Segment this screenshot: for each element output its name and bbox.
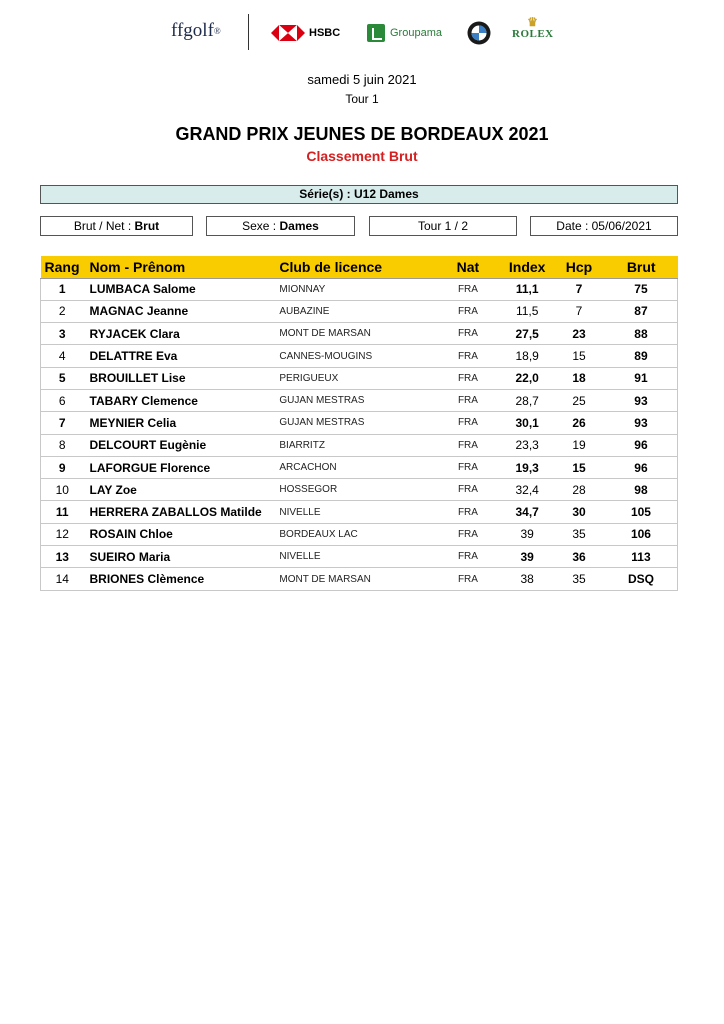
table-row <box>41 456 678 478</box>
cell-nom: SUEIRO Maria <box>84 546 276 568</box>
table-row <box>41 300 678 322</box>
cell-nat: FRA <box>435 479 502 501</box>
cell-club: NIVELLE <box>275 546 434 568</box>
cell-club: MONT DE MARSAN <box>275 323 434 345</box>
brutnet-value: Brut <box>134 219 160 233</box>
event-date: samedi 5 juin 2021 <box>307 72 417 87</box>
date-box: Date : 05/06/2021 <box>530 216 678 236</box>
cell-club: PERIGUEUX <box>275 367 434 389</box>
col-header-nom: Nom - Prênom <box>84 256 276 278</box>
cell-club: BORDEAUX LAC <box>275 523 434 545</box>
cell-nom: LAY Zoe <box>84 479 276 501</box>
cell-nom: MAGNAC Jeanne <box>84 300 276 322</box>
cell-nom: MEYNIER Celia <box>84 412 276 434</box>
cell-brut: 113 <box>605 546 678 568</box>
cell-nat: FRA <box>435 568 502 590</box>
cell-nom: DELATTRE Eva <box>84 345 276 367</box>
cell-club: GUJAN MESTRAS <box>275 412 434 434</box>
cell-hcp: 35 <box>553 568 605 590</box>
hsbc-logo-text: HSBC <box>309 27 341 39</box>
cell-hcp: 28 <box>553 479 605 501</box>
sexe-box <box>206 216 355 236</box>
registered-mark: ® <box>213 26 221 36</box>
brutnet-label: Brut / Net : <box>73 219 132 233</box>
table-row <box>41 434 678 456</box>
cell-index: 11,5 <box>501 300 553 322</box>
cell-index: 23,3 <box>501 434 553 456</box>
cell-brut: 91 <box>605 367 678 389</box>
tour-label: Tour 1 <box>345 92 379 106</box>
groupama-leaf-icon <box>367 24 385 42</box>
hsbc-hexagon-icon <box>271 25 305 41</box>
cell-nat: FRA <box>435 456 502 478</box>
table-row <box>41 479 678 501</box>
cell-nat: FRA <box>435 523 502 545</box>
cell-rang: 14 <box>41 568 84 590</box>
cell-rang: 11 <box>41 501 84 523</box>
logo-separator <box>248 14 249 50</box>
page-subtitle: Classement Brut <box>306 148 418 164</box>
groupama-logo-text: Groupama <box>390 27 442 39</box>
col-header-brut: Brut <box>605 256 678 278</box>
cell-hcp: 35 <box>553 523 605 545</box>
page-title: GRAND PRIX JEUNES DE BORDEAUX 2021 <box>175 124 549 144</box>
cell-hcp: 26 <box>553 412 605 434</box>
cell-nat: FRA <box>435 501 502 523</box>
cell-nom: HERRERA ZABALLOS Matilde <box>84 501 276 523</box>
brutnet-box <box>40 216 193 236</box>
cell-brut: 98 <box>605 479 678 501</box>
cell-club: MIONNAY <box>275 278 434 300</box>
table-row <box>41 323 678 345</box>
cell-club: GUJAN MESTRAS <box>275 389 434 411</box>
serie-banner: Série(s) : U12 Dames <box>40 185 678 204</box>
table-row <box>41 501 678 523</box>
cell-club: MONT DE MARSAN <box>275 568 434 590</box>
rolex-logo <box>512 16 554 40</box>
cell-nom: LAFORGUE Florence <box>84 456 276 478</box>
cell-hcp: 15 <box>553 345 605 367</box>
cell-brut: 96 <box>605 456 678 478</box>
table-row <box>41 367 678 389</box>
cell-index: 22,0 <box>501 367 553 389</box>
cell-club: HOSSEGOR <box>275 479 434 501</box>
table-row <box>41 546 678 568</box>
table-header-row <box>41 256 678 278</box>
cell-index: 39 <box>501 546 553 568</box>
cell-rang: 2 <box>41 300 84 322</box>
cell-hcp: 25 <box>553 389 605 411</box>
cell-hcp: 30 <box>553 501 605 523</box>
hsbc-logo <box>271 25 340 41</box>
cell-brut: 96 <box>605 434 678 456</box>
cell-brut: DSQ <box>605 568 678 590</box>
cell-brut: 88 <box>605 323 678 345</box>
ffgolf-logo <box>171 20 221 42</box>
rolex-logo-text: ROLEX <box>512 28 554 40</box>
cell-rang: 8 <box>41 434 84 456</box>
table-row <box>41 412 678 434</box>
cell-index: 18,9 <box>501 345 553 367</box>
cell-brut: 106 <box>605 523 678 545</box>
table-row <box>41 568 678 590</box>
results-table <box>40 256 678 591</box>
cell-club: AUBAZINE <box>275 300 434 322</box>
cell-brut: 75 <box>605 278 678 300</box>
cell-index: 30,1 <box>501 412 553 434</box>
cell-rang: 9 <box>41 456 84 478</box>
cell-nat: FRA <box>435 546 502 568</box>
cell-index: 19,3 <box>501 456 553 478</box>
cell-club: ARCACHON <box>275 456 434 478</box>
col-header-club: Club de licence <box>275 256 434 278</box>
col-header-nat: Nat <box>435 256 502 278</box>
ffgolf-logo-text: ffgolf <box>171 20 214 41</box>
cell-brut: 87 <box>605 300 678 322</box>
col-header-index: Index <box>501 256 553 278</box>
cell-nat: FRA <box>435 345 502 367</box>
cell-nat: FRA <box>435 367 502 389</box>
cell-brut: 93 <box>605 412 678 434</box>
cell-nom: LUMBACA Salome <box>84 278 276 300</box>
cell-brut: 105 <box>605 501 678 523</box>
cell-hcp: 15 <box>553 456 605 478</box>
cell-hcp: 19 <box>553 434 605 456</box>
cell-nom: RYJACEK Clara <box>84 323 276 345</box>
table-row <box>41 345 678 367</box>
cell-brut: 89 <box>605 345 678 367</box>
cell-rang: 13 <box>41 546 84 568</box>
cell-index: 39 <box>501 523 553 545</box>
cell-rang: 10 <box>41 479 84 501</box>
results-body <box>41 278 678 590</box>
cell-club: CANNES-MOUGINS <box>275 345 434 367</box>
cell-hcp: 7 <box>553 278 605 300</box>
cell-nom: TABARY Clemence <box>84 389 276 411</box>
cell-rang: 5 <box>41 367 84 389</box>
cell-hcp: 36 <box>553 546 605 568</box>
cell-hcp: 7 <box>553 300 605 322</box>
cell-nom: DELCOURT Eugènie <box>84 434 276 456</box>
bmw-roundel-icon <box>467 21 491 45</box>
cell-rang: 12 <box>41 523 84 545</box>
cell-nom: BROUILLET Lise <box>84 367 276 389</box>
crown-icon: ♛ <box>527 15 539 29</box>
cell-nat: FRA <box>435 434 502 456</box>
cell-index: 28,7 <box>501 389 553 411</box>
cell-index: 27,5 <box>501 323 553 345</box>
groupama-logo <box>367 24 442 42</box>
cell-rang: 1 <box>41 278 84 300</box>
cell-nat: FRA <box>435 323 502 345</box>
col-header-hcp: Hcp <box>553 256 605 278</box>
table-row <box>41 278 678 300</box>
table-row <box>41 523 678 545</box>
cell-club: NIVELLE <box>275 501 434 523</box>
table-row <box>41 389 678 411</box>
cell-hcp: 18 <box>553 367 605 389</box>
sexe-value: Dames <box>279 219 319 233</box>
cell-index: 11,1 <box>501 278 553 300</box>
cell-nom: ROSAIN Chloe <box>84 523 276 545</box>
cell-rang: 4 <box>41 345 84 367</box>
cell-index: 32,4 <box>501 479 553 501</box>
cell-brut: 93 <box>605 389 678 411</box>
cell-nom: BRIONES Clèmence <box>84 568 276 590</box>
sexe-label: Sexe : <box>242 219 277 233</box>
cell-rang: 6 <box>41 389 84 411</box>
cell-club: BIARRITZ <box>275 434 434 456</box>
cell-index: 34,7 <box>501 501 553 523</box>
cell-nat: FRA <box>435 412 502 434</box>
cell-index: 38 <box>501 568 553 590</box>
sponsor-banner <box>155 8 575 58</box>
cell-rang: 3 <box>41 323 84 345</box>
cell-hcp: 23 <box>553 323 605 345</box>
cell-nat: FRA <box>435 300 502 322</box>
cell-nat: FRA <box>435 389 502 411</box>
tour-box: Tour 1 / 2 <box>369 216 517 236</box>
cell-rang: 7 <box>41 412 84 434</box>
cell-nat: FRA <box>435 278 502 300</box>
bmw-logo <box>467 21 491 45</box>
col-header-rang: Rang <box>41 256 84 278</box>
